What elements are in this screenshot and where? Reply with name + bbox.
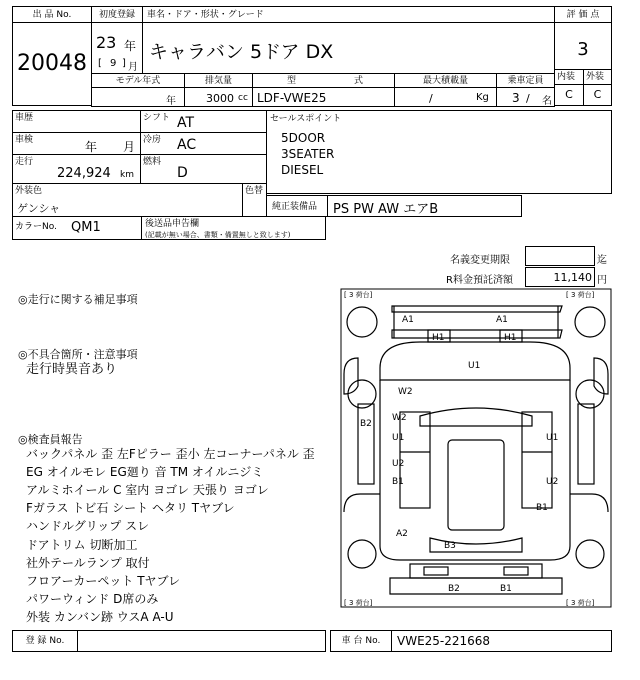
mileage-unit: km (120, 170, 134, 180)
name-change-unit: 迄 (597, 255, 607, 266)
mark-b2-side: B2 (360, 419, 372, 429)
rear-bumper (390, 564, 562, 594)
exterior-label: 外装 (586, 72, 605, 82)
ac-label: 冷房 (143, 135, 162, 145)
color-number-value: QM1 (71, 220, 101, 235)
mark-a2-left: A2 (396, 529, 408, 539)
mark-u2-right: U2 (546, 477, 559, 487)
inspector-line-10: 外装 カンバン跡 ウスA A-U (26, 610, 174, 624)
exterior-grade: C (593, 88, 602, 101)
body-top-view (344, 342, 608, 560)
sales-line-3: DIESEL (281, 163, 324, 177)
inspection-label: 車検 (15, 135, 34, 145)
mileage-value: 224,924 (57, 166, 111, 181)
equipment-box (266, 195, 522, 217)
defect-line: 走行時異音あり (26, 362, 118, 377)
registration-month: 9 (110, 58, 117, 69)
inspector-line-4: Fガラス トビ石 シート ヘタリ Tヤブレ (26, 501, 235, 515)
max-load-sep: / (429, 92, 433, 105)
registration-year-unit: 年 (124, 39, 137, 53)
history-label: 車歴 (15, 113, 34, 123)
mark-u2-center: U2 (392, 459, 405, 469)
lot-number: 20048 (17, 51, 87, 76)
color-box (12, 183, 267, 217)
inspector-line-8: フロアーカーペット Tヤブレ (26, 574, 181, 588)
mark-u1-right: U1 (546, 433, 559, 443)
mark-w2-center: W2 (392, 413, 407, 423)
mark-w2-left: W2 (398, 387, 413, 397)
first-registration-label: 初度登録 (98, 10, 135, 20)
roof-view (347, 306, 605, 342)
recycle-value: 11,140 (553, 271, 592, 284)
inspection-year-unit: 年 (85, 140, 98, 154)
inspection-month-unit: 月 (123, 140, 136, 154)
corner-label-bottom-right: [ 3 荷台] (566, 599, 595, 607)
recycle-unit: 円 (597, 275, 607, 286)
car-name-box (142, 6, 555, 74)
mark-b3-rear: B3 (444, 541, 456, 551)
registration-year: 23 (96, 33, 117, 52)
sales-point-box (266, 110, 612, 194)
grade-label: 評 価 点 (566, 10, 600, 20)
inspector-line-1: バックパネル 歪 左Fピラー 歪小 左コーナーパネル 歪 (26, 447, 315, 461)
displacement-label: 排気量 (204, 76, 232, 86)
lot-number-box (12, 6, 92, 106)
sales-line-1: 5DOOR (281, 131, 326, 145)
equipment-label: 純正装備品 (272, 202, 318, 212)
mark-b1-center: B1 (392, 477, 404, 487)
chassis-number-label: 車 台 No. (341, 636, 381, 646)
inspector-line-5: ハンドルグリップ スレ (26, 519, 150, 533)
displacement-unit: cc (238, 93, 248, 103)
grade-value: 3 (577, 39, 589, 60)
color-label: 外装色 (15, 186, 43, 196)
delivery-box (141, 216, 326, 240)
color-number-box (12, 216, 142, 240)
name-change-box (525, 246, 595, 266)
sales-line-2: 3SEATER (281, 147, 335, 161)
model-year-label: モデル年式 (115, 76, 161, 86)
type-value: LDF-VWE25 (257, 91, 327, 105)
spec-row (91, 73, 555, 107)
lot-number-label: 出 品 No. (32, 10, 72, 20)
color-number-label: カラーNo. (15, 222, 57, 232)
model-year-unit: 年 (166, 96, 176, 107)
color-change-label: 色替 (245, 186, 264, 196)
capacity-unit: 名 (542, 96, 552, 107)
capacity-value: 3 (512, 91, 520, 105)
shift-value: AT (177, 115, 195, 131)
first-registration-box: 初度登録 23 年 [ 9 ] 月 (91, 6, 143, 74)
mark-u1-center: U1 (392, 433, 405, 443)
recycle-label: R料金預託済額 (446, 275, 513, 286)
inspector-line-9: パワーウィンド D席のみ (26, 592, 159, 606)
interior-grade: C (565, 88, 573, 101)
inspector-line-6: ドアトリム 切断加工 (26, 538, 138, 552)
max-load-label: 最大積載量 (422, 76, 468, 86)
grade-box (554, 6, 612, 106)
corner-label-top-right: [ 3 荷台] (566, 291, 595, 299)
fuel-value: D (177, 165, 188, 181)
info-left-box (12, 110, 267, 184)
recycle-box (525, 267, 595, 287)
interior-label: 内装 (557, 72, 576, 82)
chassis-number-box (330, 630, 612, 652)
registration-number-label: 登 録 No. (25, 636, 65, 646)
car-name-label: 車名・ドア・形状・グレード (147, 10, 264, 20)
sales-point-label: セールスポイント (270, 114, 342, 124)
mark-b2-bottom: B2 (448, 584, 460, 594)
name-change-label: 名義変更期限 (450, 255, 510, 266)
capacity-label: 乗車定員 (507, 76, 544, 86)
fuel-label: 燃料 (143, 157, 162, 167)
color-value: ゲンシャ (17, 202, 61, 215)
mark-u1-roof: U1 (468, 361, 481, 371)
capacity-sep: / (526, 92, 530, 105)
inspector-line-3: アルミホイール C 室内 ヨゴレ 天張り ヨゴレ (26, 483, 269, 497)
registration-month-unit: 月 (128, 62, 138, 73)
corner-label-bottom-left: [ 3 荷台] (344, 599, 373, 607)
shift-label: シフト (143, 113, 171, 123)
mark-h1-right: H1 (504, 333, 517, 343)
displacement-value: 3000 (206, 92, 234, 105)
mark-b1-right: B1 (536, 503, 548, 513)
delivery-note: (記載が無い場合、書類・備置無しと致します) (145, 231, 291, 239)
inspector-line-7: 社外テールランプ 取付 (26, 556, 150, 570)
mark-a1-left: A1 (402, 315, 414, 325)
registration-number-box (12, 630, 326, 652)
type-label-2: 式 (354, 76, 364, 86)
inspector-header: ◎検査員報告 (18, 433, 83, 446)
driving-notes-header: ◎走行に関する補足事項 (18, 293, 138, 306)
vehicle-damage-diagram (340, 288, 612, 608)
equipment-value: PS PW AW エアB (333, 202, 439, 217)
car-name: キャラバン 5ドア DX (149, 41, 334, 63)
defects-header: ◎不具合箇所・注意事項 (18, 348, 138, 361)
corner-label-top-left: [ 3 荷台] (344, 291, 373, 299)
chassis-number-value: VWE25-221668 (397, 634, 491, 648)
ac-value: AC (177, 137, 197, 153)
type-label: 型 (287, 76, 297, 86)
mark-b1-bottom: B1 (500, 584, 512, 594)
inspector-line-2: EG オイルモレ EG廻り 音 TM オイルニジミ (26, 465, 264, 479)
delivery-label: 後送品申告欄 (145, 219, 200, 229)
max-load-unit: Kg (476, 92, 489, 103)
mileage-label: 走行 (15, 157, 34, 167)
mark-a1-right: A1 (496, 315, 508, 325)
mark-h1-left: H1 (432, 333, 445, 343)
